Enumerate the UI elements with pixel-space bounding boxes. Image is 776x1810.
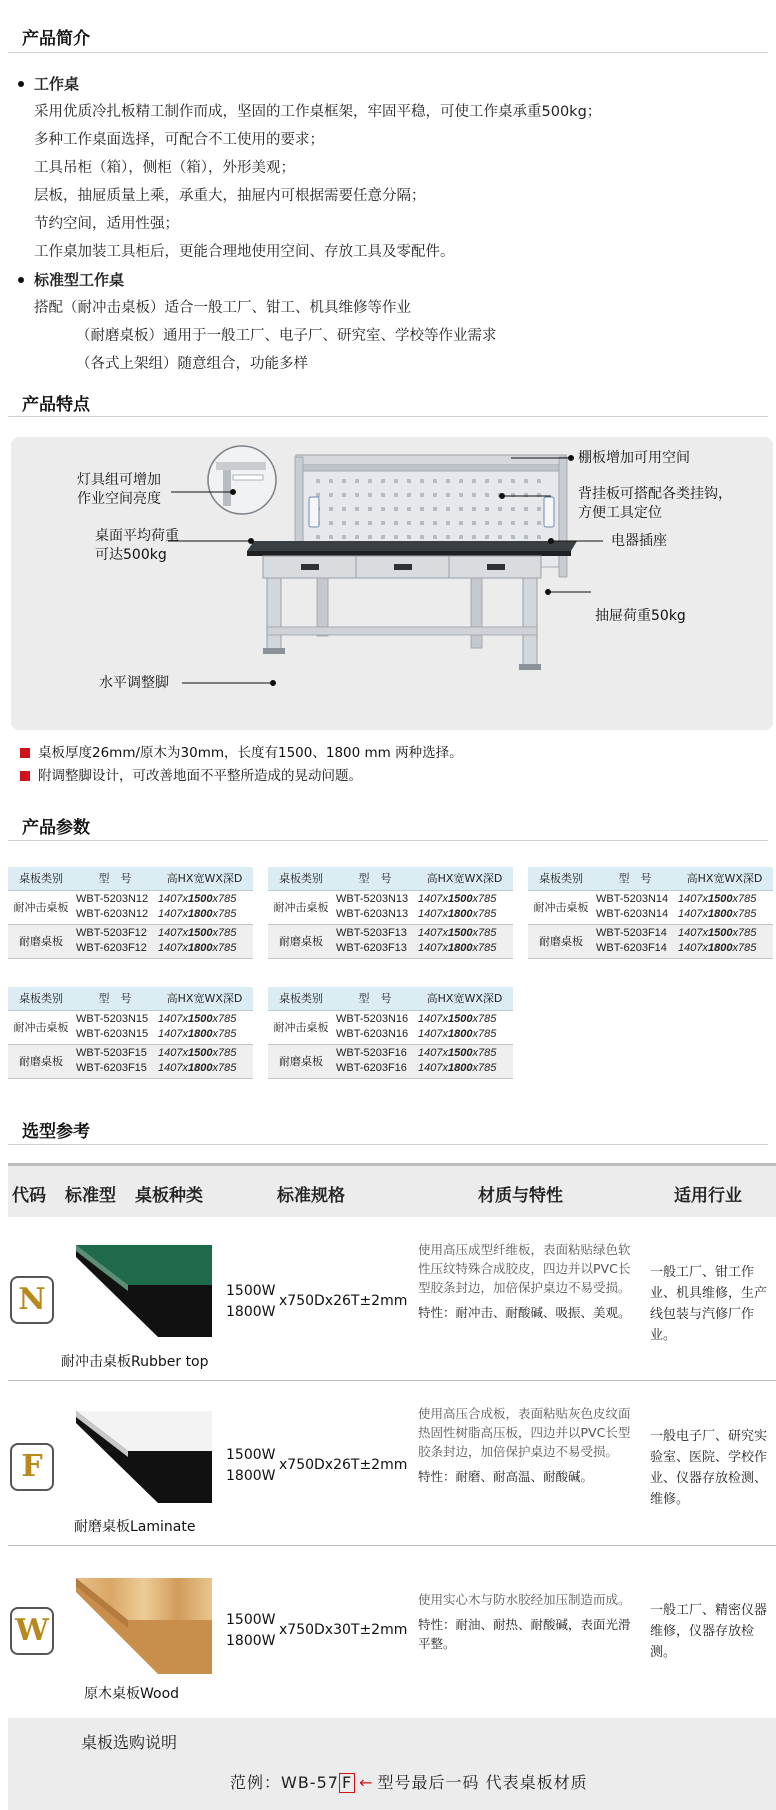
board-caption: 耐磨桌板Laminate bbox=[74, 1519, 196, 1535]
material-description: 使用实心木与防水胶经加压制造而成。 特性：耐油、耐热、耐酸碱，表面光滑平整。 bbox=[418, 1592, 631, 1651]
params-section-rule bbox=[8, 840, 768, 841]
features-section-title: 产品特点 bbox=[22, 395, 90, 415]
laminate-board-image bbox=[76, 1411, 212, 1503]
table-row: 耐磨桌板 WBT-5203F15 WBT-6203F15 1407x1500x785 1407x1800x785 bbox=[8, 1044, 253, 1078]
header-kind: 桌板类别 bbox=[8, 867, 74, 890]
param-table: 桌板类别 型 号 高HX宽WX深D 耐冲击桌板 WBT-5203N15 WBT-6203N15 1407x1500x785 1407x1800x785 耐磨桌板 WBT-5203F15 WBT-6203F15 1407x1500x785 1407x1800x785 bbox=[8, 987, 253, 1079]
table-row: 耐磨桌板 WBT-5203F12 WBT-6203F12 1407x1500x785 1407x1800x785 bbox=[8, 924, 253, 958]
header-code: 代码 bbox=[12, 1186, 46, 1206]
header-industry: 适用行业 bbox=[674, 1186, 742, 1206]
board-caption: 原木桌板Wood bbox=[84, 1686, 180, 1702]
intro-block bbox=[14, 70, 764, 378]
desk-load-label: 桌面平均荷重 可达500kg bbox=[95, 528, 179, 563]
workbench-line: 多种工作桌面选择，可配合不工使用的要求； bbox=[34, 132, 324, 148]
pegboard-label: 背挂板可搭配各类挂钩， 方便工具定位 bbox=[578, 486, 732, 521]
rubber-board-image bbox=[76, 1245, 212, 1337]
header-spec: 标准规格 bbox=[277, 1186, 345, 1206]
intro-section-rule bbox=[8, 52, 768, 53]
workbench-line: 节约空间，适用性强； bbox=[34, 216, 179, 232]
standard-line: （耐磨桌板）通用于一般工厂、电子厂、研究室、学校等作业需求 bbox=[76, 328, 497, 344]
desk-top bbox=[247, 541, 577, 551]
code-badge-w: W bbox=[10, 1607, 54, 1655]
workbench-heading: 工作桌 bbox=[14, 70, 764, 98]
spec-widths: 1500W 1800W bbox=[226, 1612, 276, 1649]
workbench-line: 工具吊柜（箱），侧柜（箱），外形美观； bbox=[34, 160, 295, 176]
shelf-label: 棚板增加可用空间 bbox=[578, 450, 690, 466]
code-badge-f: F bbox=[10, 1443, 54, 1491]
industry-description: 一般电子厂、研究实验室、医院、学校作业、仪器存放检测、维修。 bbox=[650, 1429, 768, 1507]
workbench-illustration-panel bbox=[11, 437, 773, 730]
lamp-label: 灯具组可增加 作业空间亮度 bbox=[77, 472, 161, 507]
spec-widths: 1500W 1800W bbox=[226, 1447, 276, 1484]
row-divider bbox=[8, 1380, 776, 1381]
header-material: 材质与特性 bbox=[478, 1186, 563, 1206]
header-model: 型 号 bbox=[74, 867, 156, 890]
spec-dimension: x750Dx30T±2mm bbox=[279, 1622, 408, 1638]
selection-section-title: 选型参考 bbox=[22, 1122, 90, 1142]
drawer-load-label: 抽屉荷重50kg bbox=[595, 608, 686, 624]
standard-line: （各式上架组）随意组合，功能多样 bbox=[76, 356, 308, 372]
socket-label: 电器插座 bbox=[611, 533, 667, 549]
selection-section-rule bbox=[8, 1144, 768, 1145]
table-row: 耐冲击桌板 WBT-5203N15 WBT-6203N15 1407x1500x785 1407x1800x785 bbox=[8, 1010, 253, 1044]
table-row: 耐冲击桌板 WBT-5203N12 WBT-6203N12 1407x1500x785 1407x1800x785 bbox=[8, 890, 253, 924]
spec-dimension: x750Dx26T±2mm bbox=[279, 1457, 408, 1473]
material-description: 使用高压合成板，表面粘贴灰色皮纹面热固性树脂高压板，四边并以PVC长型胶条封边，加倍保护桌边不易受损。 特性：耐磨、耐高温、耐酸碱。 bbox=[418, 1406, 631, 1484]
top-shelf bbox=[296, 455, 566, 465]
leveling-foot-label: 水平调整脚 bbox=[99, 675, 169, 691]
material-description: 使用高压成型纤维板，表面粘贴绿色软性压纹特殊合成胶皮，四边并以PVC长型胶条封边，加倍保护桌边不易受损。 特性：耐冲击、耐酸碱、吸振、美观。 bbox=[418, 1242, 631, 1320]
intro-section-title: 产品简介 bbox=[22, 29, 90, 49]
workbench-line: 工作桌加装工具柜后，更能合理地使用空间、存放工具及零配件。 bbox=[34, 244, 455, 260]
workbench-line: 层板，抽屉质量上乘，承重大，抽屉内可根据需要任意分隔； bbox=[34, 188, 426, 204]
spec-widths: 1500W 1800W bbox=[226, 1283, 276, 1320]
standard-line: 搭配（耐冲击桌板）适合一般工厂、钳工、机具维修等作业 bbox=[34, 300, 411, 316]
table-row: 耐冲击桌板 WBT-5203N14 WBT-6203N14 1407x1500x785 1407x1800x785 bbox=[528, 890, 773, 924]
note-example: 范例：WB-57 F ← 型号最后一码 代表桌板材质 bbox=[230, 1773, 588, 1792]
table-row: 耐磨桌板 WBT-5203F13 WBT-6203F13 1407x1500x785 1407x1800x785 bbox=[268, 924, 513, 958]
example-code-box: F bbox=[339, 1773, 355, 1793]
table-row: 耐磨桌板 WBT-5203F14 WBT-6203F14 1407x1500x785 1407x1800x785 bbox=[528, 924, 773, 958]
socket-left bbox=[309, 497, 319, 527]
industry-description: 一般工厂、钳工作业、机具维修，生产线包装与汽修厂作业。 bbox=[650, 1265, 768, 1343]
leveling-foot bbox=[263, 648, 285, 654]
param-table: 桌板类别 型 号 高HX宽WX深D 耐冲击桌板 WBT-5203N14 WBT-6203N14 1407x1500x785 1407x1800x785 耐磨桌板 WBT-5203F14 WBT-6203F14 1407x1500x785 1407x1800x785 bbox=[528, 867, 773, 959]
table-row: 耐冲击桌板 WBT-5203N13 WBT-6203N13 1407x1500x785 1407x1800x785 bbox=[268, 890, 513, 924]
red-square-icon bbox=[20, 748, 30, 758]
industry-description: 一般工厂、精密仪器维修，仪器存放检测。 bbox=[650, 1603, 768, 1660]
board-caption: 耐冲击桌板Rubber top bbox=[61, 1354, 209, 1370]
header-board: 桌板种类 bbox=[135, 1186, 203, 1206]
selection-table-header bbox=[8, 1163, 776, 1217]
red-square-icon bbox=[20, 771, 30, 781]
note-title: 桌板选购说明 bbox=[81, 1733, 178, 1752]
feature-note: 附调整脚设计，可改善地面不平整所造成的晃动问题。 bbox=[20, 764, 362, 784]
standard-heading: 标准型工作桌 bbox=[14, 266, 764, 294]
header-dims: 高HX宽WX深D bbox=[156, 867, 253, 890]
board-selection-note bbox=[8, 1718, 776, 1810]
feature-note: 桌板厚度26mm/原木为30mm，长度有1500、1800 mm 两种选择。 bbox=[20, 741, 463, 761]
table-row: 耐冲击桌板 WBT-5203N16 WBT-6203N16 1407x1500x785 1407x1800x785 bbox=[268, 1010, 513, 1044]
leg-front-left bbox=[267, 578, 281, 650]
workbench-line: 采用优质冷扎板精工制作而成，坚固的工作桌框架，牢固平稳，可使工作桌承重500kg； bbox=[34, 104, 602, 120]
left-arrow-icon: ← bbox=[359, 1773, 374, 1792]
header-standard: 标准型 bbox=[65, 1186, 116, 1206]
features-section-rule bbox=[8, 416, 768, 417]
table-row: 耐磨桌板 WBT-5203F16 WBT-6203F16 1407x1500x785 1407x1800x785 bbox=[268, 1044, 513, 1078]
socket-right bbox=[544, 497, 554, 527]
param-table bbox=[8, 867, 253, 959]
row-divider bbox=[8, 1545, 776, 1546]
leg-front-right bbox=[523, 578, 537, 666]
param-table: 桌板类别 型 号 高HX宽WX深D 耐冲击桌板 WBT-5203N16 WBT-6203N16 1407x1500x785 1407x1800x785 耐磨桌板 WBT-5203F16 WBT-6203F16 1407x1500x785 1407x1800x785 bbox=[268, 987, 513, 1079]
spec-dimension: x750Dx26T±2mm bbox=[279, 1293, 408, 1309]
param-table: 桌板类别 型 号 高HX宽WX深D 耐冲击桌板 WBT-5203N13 WBT-6203N13 1407x1500x785 1407x1800x785 耐磨桌板 WBT-5203F13 WBT-6203F13 1407x1500x785 1407x1800x785 bbox=[268, 867, 513, 959]
code-badge-n: N bbox=[10, 1276, 54, 1324]
wood-board-image bbox=[76, 1578, 212, 1674]
params-section-title: 产品参数 bbox=[22, 818, 90, 838]
